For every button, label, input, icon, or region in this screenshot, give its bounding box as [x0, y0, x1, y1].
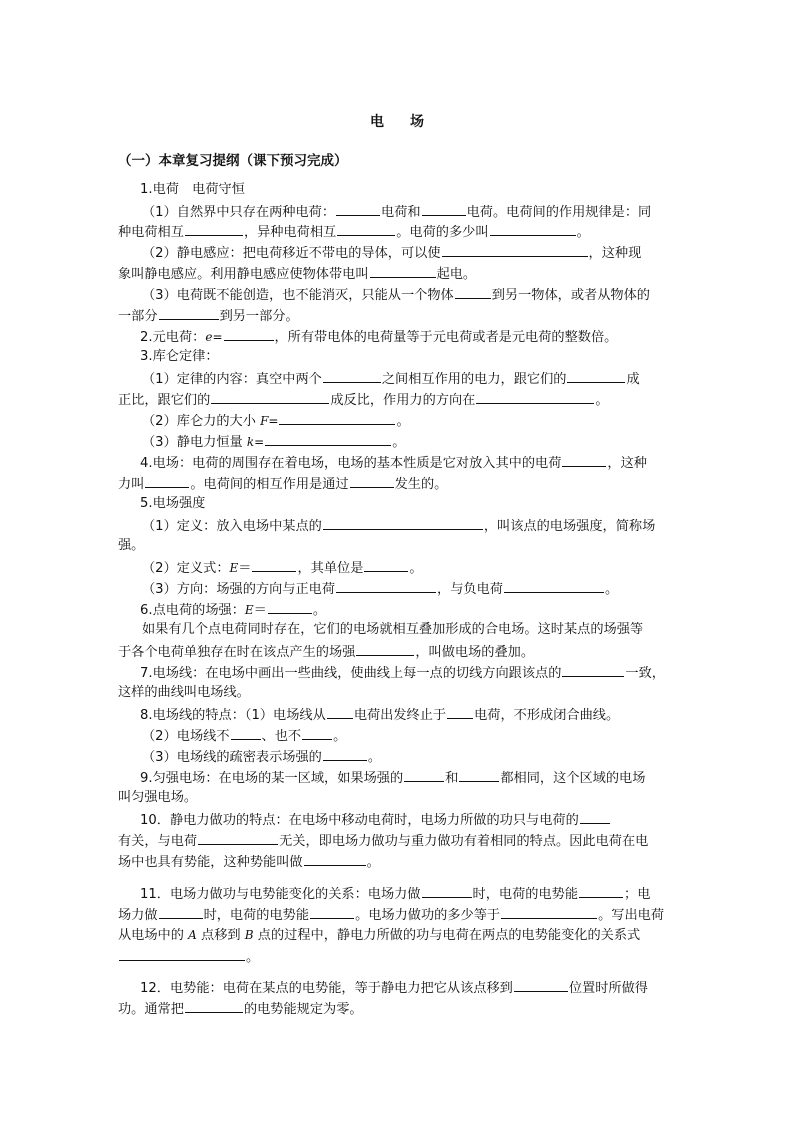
text-segment: 都相同，这个区域的电场: [500, 771, 646, 786]
text-segment: ，所有带电体的电荷量等于元电荷或者是元电荷的整数倍。: [274, 330, 618, 345]
blank: [580, 809, 610, 824]
text-segment: E: [229, 561, 239, 575]
text-segment: ，与负电荷: [437, 582, 503, 597]
text-segment: （2）库仑力的大小: [142, 414, 261, 429]
text-segment: 一致，: [625, 666, 665, 681]
text-segment: 电荷。电荷间的作用规律是：同: [466, 205, 652, 220]
s6-b-line2: [118, 641, 534, 661]
text-segment: （3）电场线的疏密表示场强的: [142, 750, 322, 765]
text-segment: ；电: [624, 887, 651, 902]
text-segment: 。: [409, 561, 423, 576]
blank: [370, 263, 436, 278]
s4-line1: [140, 452, 647, 472]
blank: [323, 368, 381, 383]
text-segment: 。电荷的多少叫: [396, 225, 489, 240]
s3-p1-line1: [142, 368, 640, 388]
text-segment: 2.元电荷：: [140, 330, 206, 345]
text-segment: ，这种: [607, 456, 647, 471]
blank: [119, 946, 245, 961]
text-segment: 12．电势能：电荷在某点的电势能，等于静电力把它从该点移到: [140, 981, 513, 996]
text-segment: 有关，与电荷: [118, 834, 198, 849]
blank: [356, 641, 414, 656]
blank: [567, 368, 625, 383]
blank: [476, 389, 594, 404]
s8-line3: [142, 746, 381, 766]
blank: [562, 662, 624, 677]
text-segment: 电荷，不形成闭合曲线。: [474, 708, 620, 723]
text-segment: 于各个电荷单独存在时在该点产生的场强: [118, 645, 356, 660]
text-segment: 、也不: [261, 729, 302, 744]
text-segment: 到另一部分。: [219, 309, 299, 324]
text-segment: 种电荷相互: [118, 225, 184, 240]
s1-p2-line2: [118, 263, 476, 283]
s1-p3-line1: [142, 284, 650, 304]
text-segment: 时，电荷的电势能: [203, 908, 310, 923]
s3-p2: [142, 410, 410, 430]
blank: [265, 431, 391, 446]
s9-line2: 叫匀强电场。: [118, 790, 198, 805]
text-segment: 。电场力做功的多少等于: [355, 908, 501, 923]
s3-p1-line2: [118, 389, 609, 409]
text-segment: ，这种现: [588, 246, 642, 261]
blank: [302, 725, 332, 740]
text-segment: （3）方向：场强的方向与正电荷: [142, 582, 336, 597]
s9-line1: [140, 767, 645, 787]
s1-p1-line2: [118, 221, 590, 241]
text-segment: 电荷和: [381, 205, 421, 220]
text-segment: 6.点电荷的场强：: [140, 603, 245, 618]
title-part-1: 电: [370, 114, 384, 130]
text-segment: 点移到: [196, 928, 245, 943]
text-segment: （1）定义：放入电场中某点的: [142, 519, 322, 534]
text-segment: 场中也具有势能，这种势能叫做: [118, 855, 303, 870]
blank: [459, 767, 499, 782]
blank: [185, 998, 243, 1013]
s11-line1: [140, 883, 650, 903]
blank: [323, 515, 483, 530]
blank: [501, 904, 597, 919]
text-segment: 的电势能规定为零。: [243, 1002, 363, 1017]
text-segment: 。写出电荷: [598, 908, 665, 923]
section-heading: （一）本章复习提纲（课下预习完成）: [118, 153, 348, 169]
blank: [442, 242, 588, 257]
s2-line: [140, 326, 617, 346]
text-segment: 。: [392, 435, 406, 450]
s12-line1: [140, 977, 648, 997]
blank: [279, 410, 395, 425]
blank: [336, 201, 380, 216]
s5-p1-line1: [142, 515, 655, 535]
s8-line2: [142, 725, 346, 745]
text-segment: 成: [626, 372, 640, 387]
s7-line2: 这样的曲线叫电场线。: [118, 685, 250, 700]
blank: [145, 473, 189, 488]
text-segment: 力叫: [118, 477, 145, 492]
text-segment: E: [244, 603, 254, 617]
blank: [323, 746, 367, 761]
blank: [364, 557, 408, 572]
text-segment: 。: [312, 603, 327, 618]
s3-p3: [142, 431, 405, 451]
text-segment: 9.匀强电场：在电场的某一区域，如果场强的: [140, 771, 404, 786]
text-segment: F=: [260, 414, 279, 428]
blank: [252, 557, 296, 572]
text-segment: （1）定律的内容：真空中两个: [142, 372, 322, 387]
text-segment: 象叫静电感应。利用静电感应使物体带电叫: [118, 267, 369, 282]
text-segment: k=: [246, 435, 265, 449]
text-segment: （3）静电力恒量: [142, 435, 247, 450]
blank: [447, 704, 473, 719]
text-segment: 。: [333, 729, 347, 744]
s10-line2: [118, 830, 648, 850]
s1-p3-line2: [118, 305, 299, 325]
s1-p1-line1: [142, 201, 651, 221]
text-segment: ＝: [253, 603, 267, 618]
text-segment: 4.电场：电荷的周围存在着电场，电场的基本性质是它对放入其中的电荷: [140, 456, 562, 471]
text-segment: 电荷出发终止于: [353, 708, 447, 723]
s11-line3: [118, 925, 640, 945]
text-segment: ，其单位是: [297, 561, 364, 576]
blank: [198, 830, 278, 845]
blank: [350, 473, 394, 488]
text-segment: 场力做: [118, 908, 158, 923]
text-segment: 。: [366, 855, 380, 870]
text-segment: （2）静电感应：把电荷移近不带电的导体，可以使: [142, 246, 441, 261]
s6-line: [140, 599, 326, 619]
text-segment: 起电。: [436, 267, 477, 282]
blank: [327, 704, 353, 719]
text-segment: 。: [396, 414, 410, 429]
s5-p2: [142, 557, 423, 577]
text-segment: 功。通常把: [118, 1002, 184, 1017]
s4-line2: [118, 473, 447, 493]
text-segment: 。: [604, 582, 619, 597]
page-title: [0, 111, 794, 131]
blank: [159, 904, 203, 919]
blank: [404, 767, 444, 782]
text-segment: B: [244, 928, 254, 942]
blank: [336, 578, 436, 593]
text-segment: 一部分: [118, 309, 158, 324]
s7-line1: [140, 662, 665, 682]
text-segment: 之间相互作用的电力，跟它们的: [381, 372, 567, 387]
text-segment: ，叫做电场的叠加。: [415, 645, 535, 660]
s12-line2: [118, 998, 363, 1018]
s3-head: 3.库仑定律：: [140, 349, 219, 364]
blank: [422, 201, 466, 216]
s6-b-line1: 如果有几个点电荷同时存在，它们的电场就相互叠加形成的合电场。这时某点的场强等: [142, 622, 644, 637]
text-segment: 成反比，作用力的方向在: [330, 393, 476, 408]
blank: [562, 452, 606, 467]
text-segment: （1）自然界中只存在两种电荷：: [142, 205, 336, 220]
s5-head: 5.电场强度: [140, 496, 206, 511]
text-segment: （2）电场线不: [142, 729, 230, 744]
text-segment: 无关，即电场力做功与重力做功有着相同的特点。因此电荷在电: [279, 834, 649, 849]
text-segment: 正比，跟它们的: [118, 393, 211, 408]
blank: [490, 221, 576, 236]
blank: [579, 883, 623, 898]
blank: [455, 284, 491, 299]
s11-line2: [118, 904, 664, 924]
blank: [304, 851, 366, 866]
text-segment: 到另一物体，或者从物体的: [491, 288, 650, 303]
s5-p3: [142, 578, 618, 598]
text-segment: 。: [595, 393, 609, 408]
blank: [159, 305, 219, 320]
title-part-2: 场: [410, 114, 424, 130]
blank: [422, 883, 472, 898]
s1-p2-line1: [142, 242, 641, 262]
text-segment: 位置时所做得: [568, 981, 648, 996]
blank: [224, 326, 274, 341]
text-segment: 。电荷间的相互作用是通过: [190, 477, 349, 492]
blank: [231, 725, 261, 740]
text-segment: ＝: [238, 561, 252, 576]
text-segment: 发生的。: [394, 477, 448, 492]
s10-line3: [118, 851, 380, 871]
blank: [310, 904, 354, 919]
blank: [504, 578, 604, 593]
text-segment: 。: [367, 750, 382, 765]
text-segment: 。: [576, 225, 590, 240]
text-segment: 11．电场力做功与电势能变化的关系：电场力做: [140, 887, 421, 902]
text-segment: 。: [246, 950, 260, 965]
blank: [268, 599, 312, 614]
blank: [185, 221, 243, 236]
text-segment: 10．静电力做功的特点：在电场中移动电荷时，电场力所做的功只与电荷的: [140, 813, 579, 828]
blank: [211, 389, 329, 404]
text-segment: （2）定义式：: [142, 561, 230, 576]
s10-line1: [140, 809, 611, 829]
blank: [337, 221, 395, 236]
s8-line1: [140, 704, 619, 724]
text-segment: 点的过程中，静电力所做的功与电荷在两点的电势能变化的关系式: [253, 928, 641, 943]
text-segment: ，异种电荷相互: [243, 225, 337, 240]
s5-p1-line2: 强。: [118, 538, 145, 553]
text-segment: e=: [205, 330, 223, 344]
text-segment: ，叫该点的电场强度，简称场: [483, 519, 656, 534]
text-segment: 和: [445, 771, 459, 786]
text-segment: 7.电场线：在电场中画出一些曲线，使曲线上每一点的切线方向跟该点的: [140, 666, 562, 681]
text-segment: （3）电荷既不能创造，也不能消灭，只能从一个物体: [142, 288, 454, 303]
text-segment: 8.电场线的特点：（1）电场线从: [140, 708, 326, 723]
text-segment: A: [188, 928, 197, 942]
s1-head: 1.电荷 电荷守恒: [140, 182, 245, 197]
text-segment: 时，电荷的电势能: [472, 887, 579, 902]
s11-line4: [118, 946, 259, 966]
blank: [514, 977, 568, 992]
text-segment: 从电场中的: [118, 928, 189, 943]
